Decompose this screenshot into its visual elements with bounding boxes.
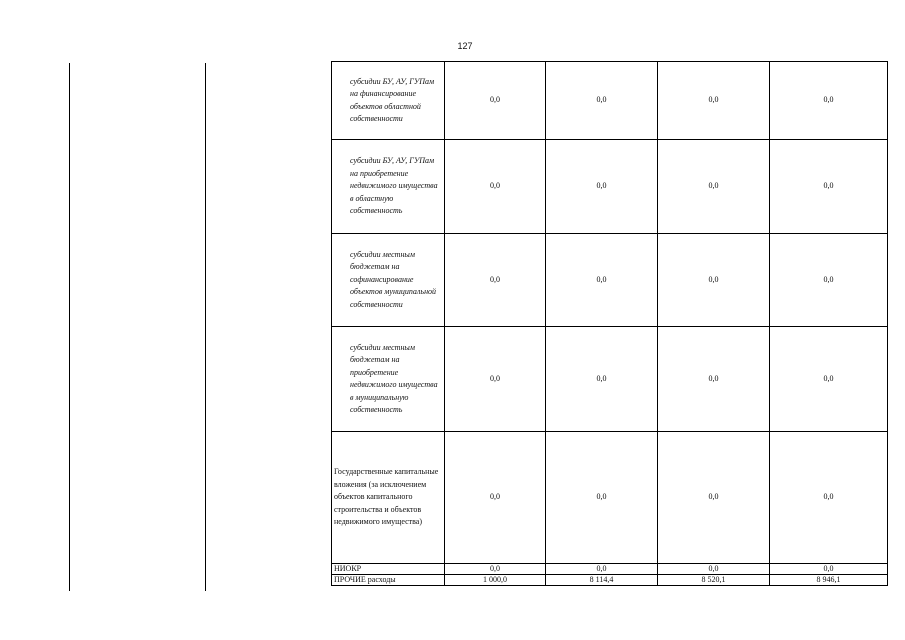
- table-cell: 0,0: [770, 140, 888, 234]
- table-cell: 0,0: [546, 432, 658, 564]
- table-cell: 0,0: [770, 62, 888, 140]
- row-label: Государственные капитальные вложения (за исключением объектов капитального строительства и объектов недвижимого имущества): [332, 432, 445, 564]
- row-label: субсидии местным бюджетам на софинансирование объектов муниципальной собственности: [332, 234, 445, 327]
- table-cell: 0,0: [445, 432, 546, 564]
- table-cell: 0,0: [445, 140, 546, 234]
- table-cell: 0,0: [546, 140, 658, 234]
- table-cell: 0,0: [770, 234, 888, 327]
- table-cell: 0,0: [445, 564, 546, 575]
- table-cell: 0,0: [658, 432, 770, 564]
- table-row: [332, 432, 888, 564]
- row-label: субсидии БУ, АУ, ГУПам на приобретение недвижимого имущества в областную собственность: [332, 140, 445, 234]
- table-cell: 0,0: [546, 234, 658, 327]
- table-cell: 0,0: [770, 564, 888, 575]
- table-cell: 0,0: [546, 327, 658, 432]
- table-cell: 8 114,4: [546, 575, 658, 586]
- budget-table: [331, 61, 888, 586]
- table-row: [332, 575, 888, 586]
- table-cell: 0,0: [445, 234, 546, 327]
- table-cell: 0,0: [658, 140, 770, 234]
- table-cell: 0,0: [770, 432, 888, 564]
- table-cell: 0,0: [546, 564, 658, 575]
- table-cell: 8 520,1: [658, 575, 770, 586]
- table-row: [332, 140, 888, 234]
- row-label: субсидии БУ, АУ, ГУПам на финансирование объектов областной собственности: [332, 62, 445, 140]
- table-cell: 0,0: [770, 327, 888, 432]
- table-row: [332, 564, 888, 575]
- page-number: 127: [457, 41, 473, 51]
- left-column-border: [205, 63, 206, 591]
- table-cell: 0,0: [658, 234, 770, 327]
- table-cell: 0,0: [445, 62, 546, 140]
- table-row: [332, 62, 888, 140]
- row-label: НИОКР: [332, 564, 445, 575]
- table-cell: 0,0: [658, 62, 770, 140]
- left-column-border: [69, 63, 70, 591]
- table-row: [332, 234, 888, 327]
- row-label: ПРОЧИЕ расходы: [332, 575, 445, 586]
- table-row: [332, 327, 888, 432]
- table-cell: 0,0: [546, 62, 658, 140]
- row-label: субсидии местным бюджетам на приобретение недвижимого имущества в муниципальную собственность: [332, 327, 445, 432]
- table-cell: 1 000,0: [445, 575, 546, 586]
- table-cell: 0,0: [658, 564, 770, 575]
- table-cell: 8 946,1: [770, 575, 888, 586]
- table-cell: 0,0: [658, 327, 770, 432]
- table-cell: 0,0: [445, 327, 546, 432]
